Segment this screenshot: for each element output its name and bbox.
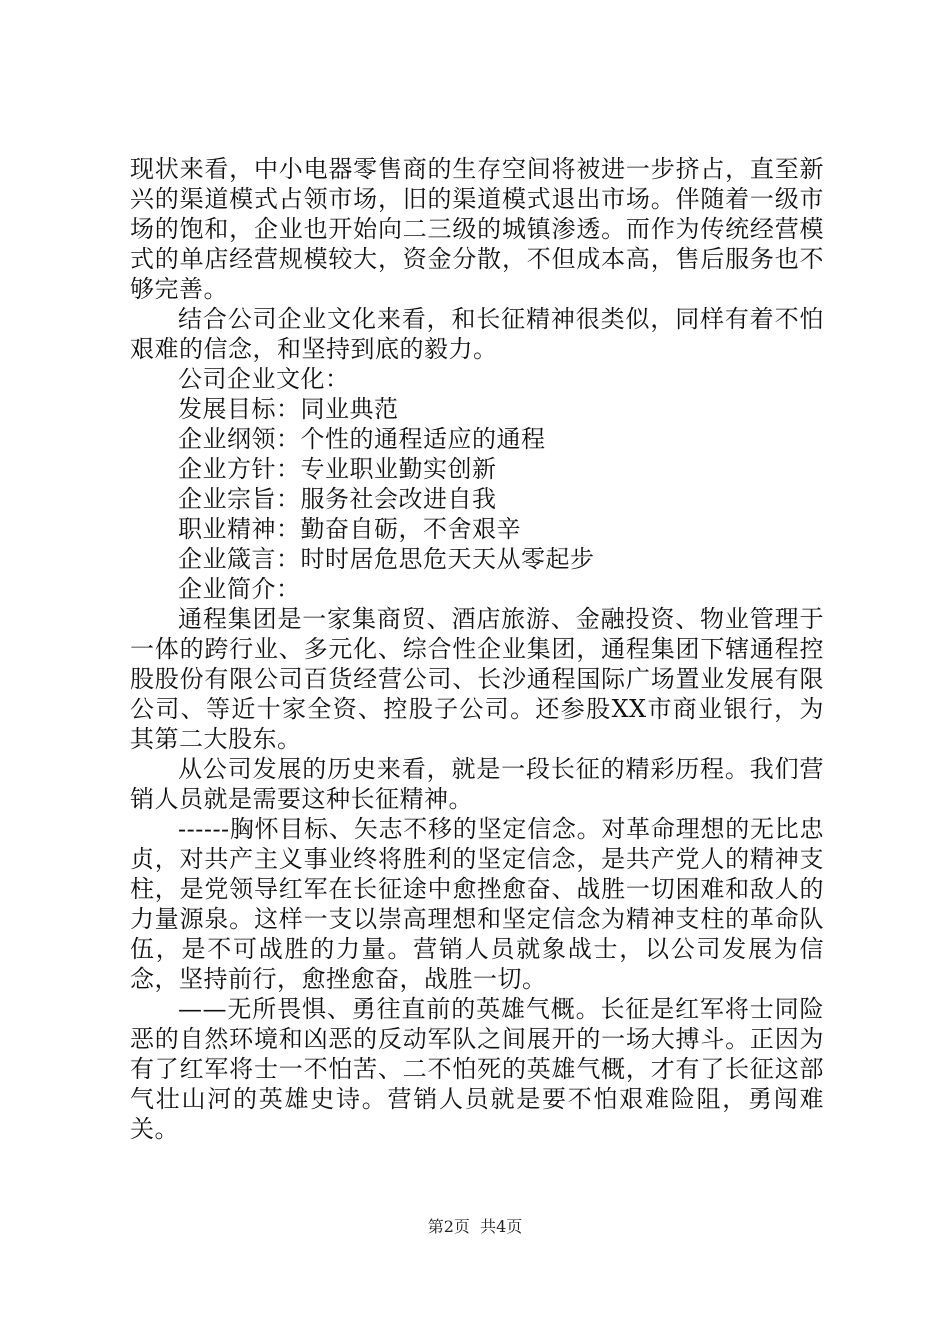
paragraph: 企业纲领：个性的通程适应的通程 — [178, 425, 546, 453]
paragraph: 发展目标：同业典范 — [178, 395, 399, 423]
paragraph: 企业简介： — [178, 575, 301, 603]
paragraph: 现状来看，中小电器零售商的生存空间将被进一步挤占，直至新兴的渠道模式占领市场，旧的渠道模式退出市场。伴随着一级市场的饱和，企业也开始向二三级的城镇渗透。而作为传统经营模式的单店经营规模较大，资金分散，不但成本高，售后服务也不够完善。 — [130, 155, 824, 303]
paragraph: 企业箴言：时时居危思危天天从零起步 — [178, 545, 595, 573]
paragraph: ——无所畏惧、勇往直前的英雄气概。长征是红军将士同险恶的自然环境和凶恶的反动军队之间展开的一场大搏斗。正因为有了红军将士一不怕苦、二不怕死的英雄气概，才有了长征这部气壮山河的英雄史诗。营销人员就是要不怕艰难险阻，勇闯难关。 — [130, 995, 824, 1143]
paragraph: 企业方针：专业职业勤实创新 — [178, 455, 497, 483]
paragraph: 职业精神：勤奋自砺，不舍艰辛 — [178, 515, 521, 543]
page-footer — [0, 1214, 950, 1237]
paragraph: 企业宗旨：服务社会改进自我 — [178, 485, 497, 513]
paragraph: 通程集团是一家集商贸、酒店旅游、金融投资、物业管理于一体的跨行业、多元化、综合性企业集团，通程集团下辖通程控股股份有限公司百货经营公司、长沙通程国际广场置业发展有限公司、等近十家全资、控股子公司。还参股XX市商业银行，为其第二大股东。 — [130, 605, 824, 753]
paragraph: ------胸怀目标、矢志不移的坚定信念。对革命理想的无比忠贞，对共产主义事业终将胜利的坚定信念，是共产党人的精神支柱，是党领导红军在长征途中愈挫愈奋、战胜一切困难和敌人的力量源泉。这样一支以崇高理想和坚定信念为精神支柱的革命队伍，是不可战胜的力量。营销人员就象战士，以公司发展为信念，坚持前行，愈挫愈奋，战胜一切。 — [130, 815, 824, 993]
paragraph: 公司企业文化： — [178, 365, 350, 393]
document-body — [130, 154, 824, 1144]
page-number-label: 第2页 共4页 — [427, 1217, 523, 1236]
paragraph: 从公司发展的历史来看，就是一段长征的精彩历程。我们营销人员就是需要这种长征精神。 — [130, 755, 824, 813]
paragraph: 结合公司企业文化来看，和长征精神很类似，同样有着不怕艰难的信念，和坚持到底的毅力。 — [130, 305, 824, 363]
